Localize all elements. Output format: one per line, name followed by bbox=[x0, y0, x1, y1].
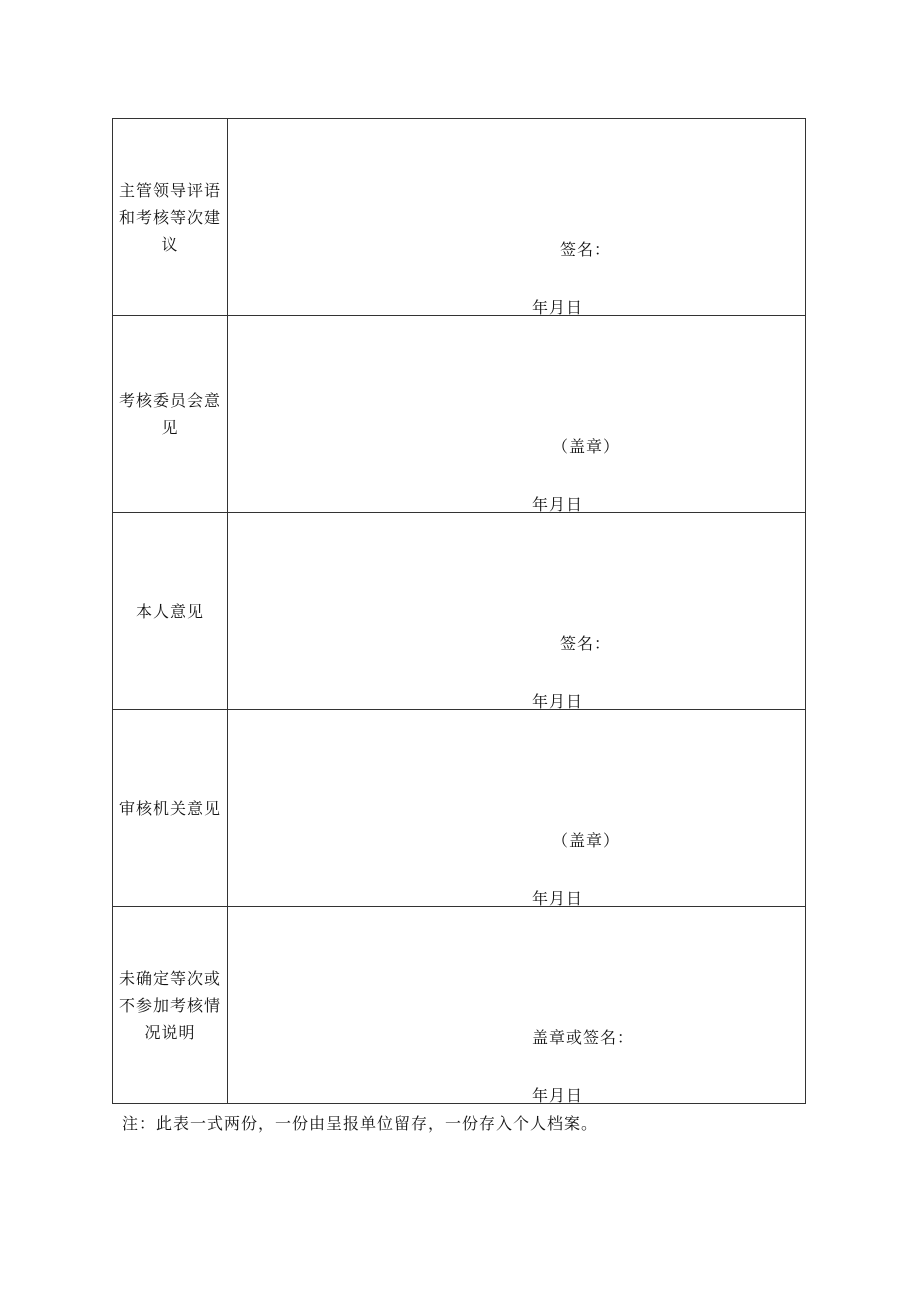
form-row-review-authority bbox=[113, 710, 806, 907]
row-label-cell bbox=[113, 119, 228, 316]
row-label-cell bbox=[113, 907, 228, 1104]
row-label-cell bbox=[113, 316, 228, 513]
evaluation-form-table bbox=[112, 118, 806, 1104]
signature-label: 签名： bbox=[560, 634, 612, 653]
footnote: 注：此表一式两份，一份由呈报单位留存，一份存入个人档案。 bbox=[122, 1114, 599, 1133]
opinion-area[interactable] bbox=[228, 316, 806, 513]
date-label: 年月日 bbox=[532, 495, 584, 514]
row-label: 未确定等次或不参加考核情况说明 bbox=[118, 968, 221, 1042]
row-label: 主管领导评语和考核等次建议 bbox=[118, 180, 221, 254]
date-label: 年月日 bbox=[532, 889, 584, 908]
date-label: 年月日 bbox=[532, 692, 584, 711]
opinion-area[interactable] bbox=[228, 513, 806, 710]
form-row-committee bbox=[113, 316, 806, 513]
opinion-area[interactable] bbox=[228, 710, 806, 907]
signature-label: 签名： bbox=[560, 240, 612, 259]
seal-label: （盖章） bbox=[552, 831, 621, 850]
date-label: 年月日 bbox=[532, 298, 584, 317]
seal-label: （盖章） bbox=[552, 437, 621, 456]
seal-or-signature-label: 盖章或签名： bbox=[532, 1028, 635, 1047]
form-row-self bbox=[113, 513, 806, 710]
opinion-area[interactable] bbox=[228, 907, 806, 1104]
row-label: 考核委员会意见 bbox=[118, 391, 221, 437]
date-label: 年月日 bbox=[532, 1086, 584, 1105]
form-row-explanation bbox=[113, 907, 806, 1104]
row-label: 审核机关意见 bbox=[118, 798, 221, 818]
form-row-supervisor bbox=[113, 119, 806, 316]
opinion-area[interactable] bbox=[228, 119, 806, 316]
row-label-cell bbox=[113, 710, 228, 907]
row-label-cell bbox=[113, 513, 228, 710]
row-label: 本人意见 bbox=[135, 601, 204, 621]
